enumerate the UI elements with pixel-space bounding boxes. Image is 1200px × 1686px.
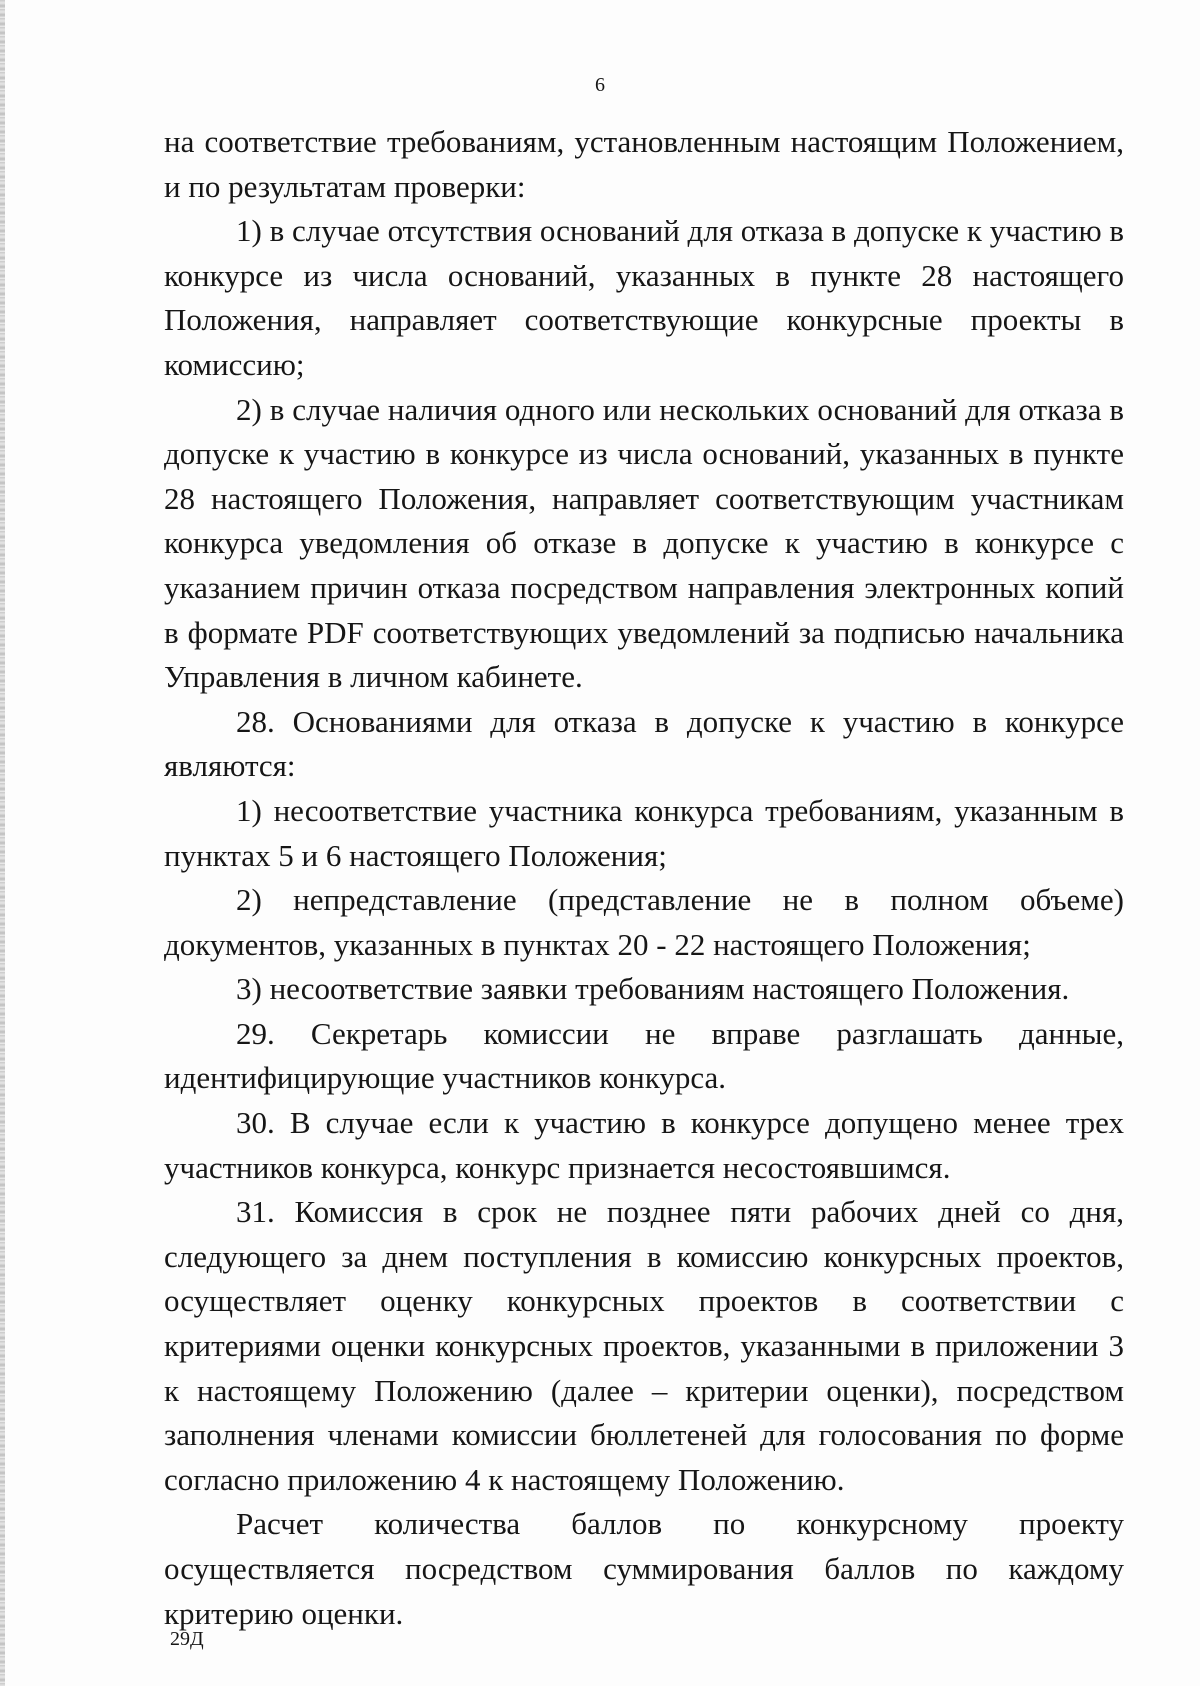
paragraph-clause-30: 30. В случае если к участию в конкурсе допущено менее трех участников конкурса, конкурс признается несостоявшимся. [164,1105,1124,1185]
document-body [164,120,1124,1636]
paragraph-clause-28-item-1: 1) несоответствие участника конкурса требованиям, указанным в пунктах 5 и 6 настоящего Положения; [164,792,1124,873]
paragraph-continuation: на соответствие требованиям, установленным настоящим Положением, и по результатам проверки: [164,124,1124,204]
paragraph-score-calculation: Расчет количества баллов по конкурсному проекту осуществляется посредством суммирования баллов по каждому критерию оценки. [164,1506,1124,1631]
page-number: 6 [595,74,605,96]
footer-document-code: 29Д [170,1628,204,1650]
paragraph-clause-28-item-3: 3) несоответствие заявки требованиям настоящего Положения. [236,971,1070,1007]
paragraph-clause-28: 28. Основаниями для отказа в допуске к участию в конкурсе являются: [164,703,1124,784]
paragraph-clause-31: 31. Комиссия в срок не позднее пяти рабочих дней со дня, следующего за днем поступления в комиссию конкурсных проектов, осуществляет оценку конкурсных проектов в соответствии с критериями оценки конкурсных проектов, указанными в приложении 3 к настоящему Положению (далее – критерии оценки), посредством заполнения членами комиссии бюллетеней для голосования по форме согласно приложению 4 к настоящему Положению. [164,1194,1124,1497]
paragraph-item-1: 1) в случае отсутствия оснований для отказа в допуске к участию в конкурсе из числа оснований, указанных в пункте 28 настоящего Положения, направляет соответствующие конкурсные проекты в комиссию; [164,213,1124,382]
paragraph-clause-28-item-2: 2) непредставление (представление не в полном объеме) документов, указанных в пунктах 20 - 22 настоящего Положения; [164,882,1124,962]
paragraph-item-2: 2) в случае наличия одного или нескольких оснований для отказа в допуске к участию в конкурсе из числа оснований, указанных в пункте 28 настоящего Положения, направляет соответствующим участникам конкурса уведомления об отказе в допуске к участию в конкурсе с указанием причин отказа посредством направления электронных копий в формате PDF соответствующих уведомлений за подписью начальника Управления в личном кабинете. [164,391,1124,695]
scan-edge [0,0,5,1686]
paragraph-clause-29: 29. Секретарь комиссии не вправе разглашать данные, идентифицирующие участников конкурса. [164,1015,1124,1096]
